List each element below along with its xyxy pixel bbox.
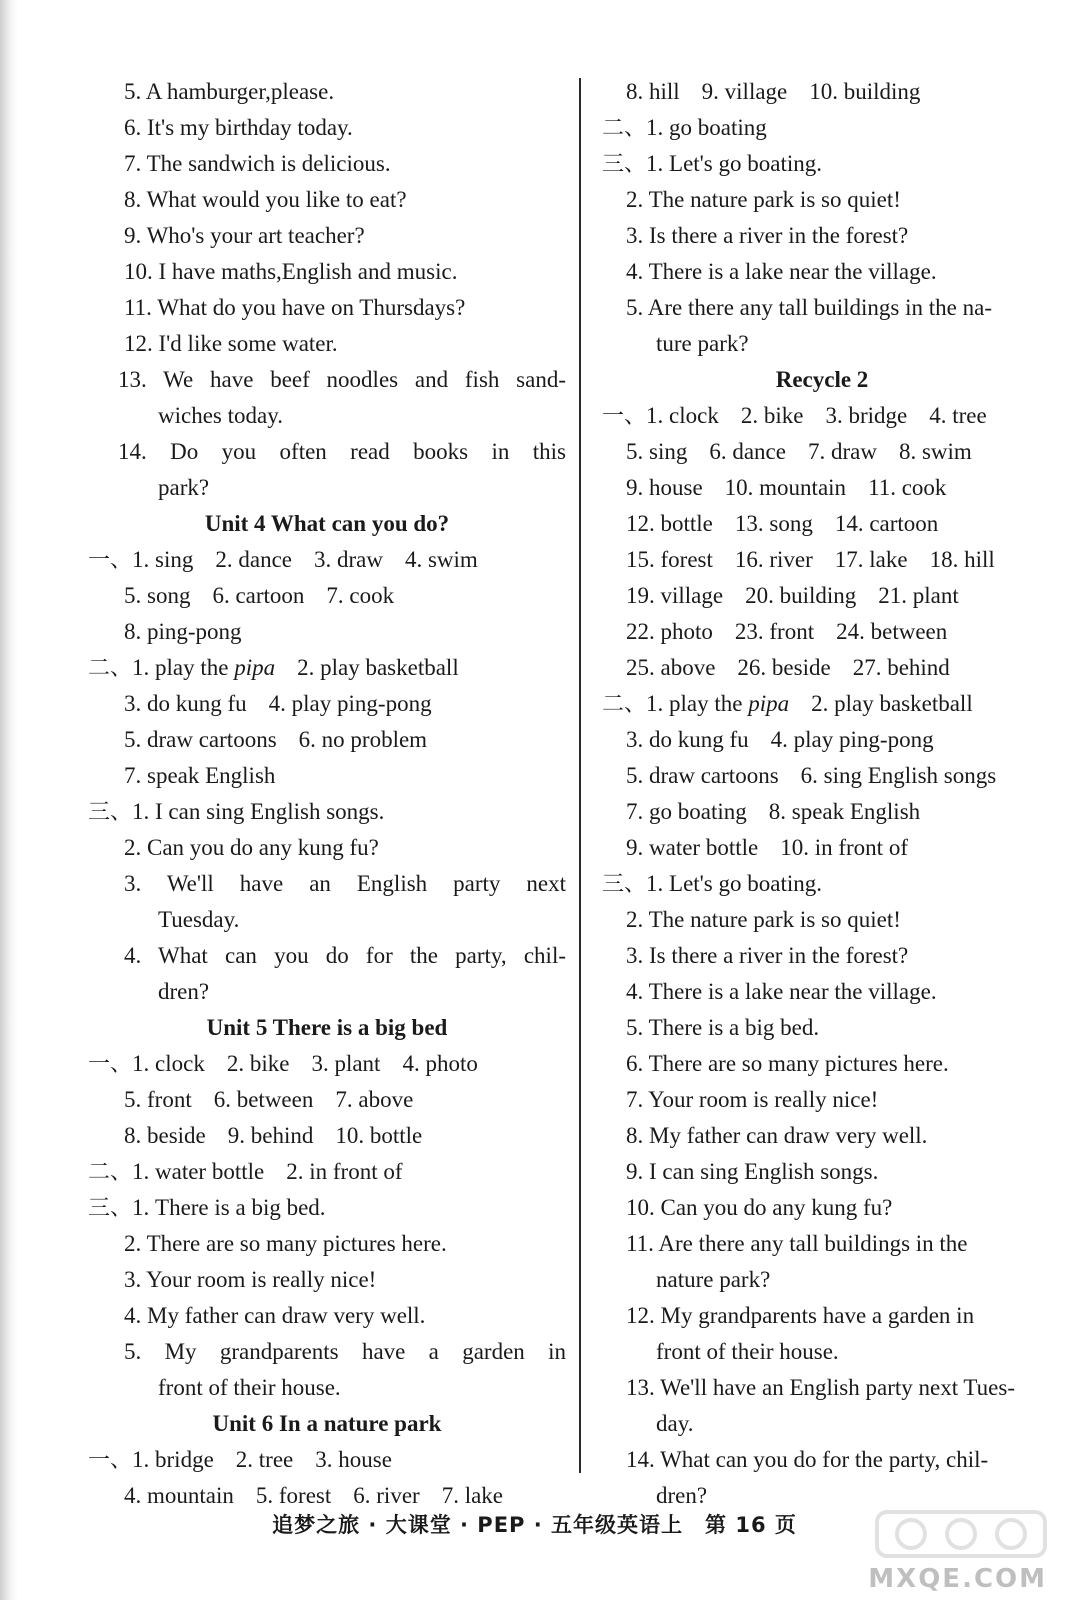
- answer-item: 8. speak English: [768, 799, 921, 824]
- answer-item: 2. in front of: [286, 1159, 403, 1184]
- section-2-row: [88, 1154, 566, 1190]
- answer-line: 5. There is a big bed.: [626, 1015, 820, 1040]
- answer-item: 8. ping-pong: [124, 619, 242, 644]
- section-marker: 一、: [88, 548, 133, 573]
- answer-item: 7. lake: [441, 1483, 503, 1508]
- answer-line: 2. The nature park is so quiet!: [626, 187, 901, 212]
- answer-item: 9. house: [626, 475, 703, 500]
- answer-line-continuation: ture park?: [656, 331, 749, 356]
- answer-item: 10. mountain: [724, 475, 847, 500]
- answer-line-continuation: dren?: [158, 979, 210, 1004]
- answer-item: 14. cartoon: [834, 511, 939, 536]
- answer-item: 4. play ping-pong: [268, 691, 432, 716]
- answer-item: 5. front: [124, 1087, 192, 1112]
- page-edge-shadow: [0, 0, 18, 1600]
- answer-item: 2. play basketball: [297, 655, 459, 680]
- answer-item: 18. hill: [929, 547, 995, 572]
- answer-row: [88, 722, 566, 758]
- answer-item: 7. speak English: [124, 763, 276, 788]
- answer-item: 4. mountain: [124, 1483, 234, 1508]
- answer-item: 15. forest: [626, 547, 713, 572]
- answer-item: 10. bottle: [335, 1123, 423, 1148]
- answer-item: 4. swim: [404, 547, 478, 572]
- answer-item: 1. play the: [132, 655, 235, 680]
- answer-line: 10. Can you do any kung fu?: [626, 1195, 893, 1220]
- answer-line: 12. My grandparents have a garden in: [626, 1303, 975, 1328]
- answer-item: 2. tree: [235, 1447, 294, 1472]
- answer-line: 2. The nature park is so quiet!: [626, 907, 901, 932]
- answer-item-italic: pipa: [234, 655, 276, 680]
- answer-item: 27. behind: [852, 655, 950, 680]
- section-marker: 二、: [88, 656, 133, 681]
- answer-line: 13. We'll have an English party next Tues-: [626, 1375, 1015, 1400]
- answer-row: [602, 470, 1069, 506]
- section-3-row: [602, 866, 1069, 902]
- section-2-row: [88, 650, 566, 686]
- answer-item: 1. Let's go boating.: [646, 151, 822, 176]
- answer-item: 5. draw cartoons: [124, 727, 277, 752]
- answer-item: 4. photo: [402, 1051, 478, 1076]
- answer-item: 5. draw cartoons: [626, 763, 779, 788]
- answer-line: 11. What do you have on Thursdays?: [124, 295, 466, 320]
- answer-item: 22. photo: [626, 619, 713, 644]
- answer-row: [88, 1082, 566, 1118]
- answer-line-continuation: front of their house.: [656, 1339, 839, 1364]
- answer-item: 1. clock: [646, 403, 719, 428]
- answer-line: 6. It's my birthday today.: [124, 115, 353, 140]
- answer-line: 5. My grandparents have a garden in: [124, 1339, 566, 1364]
- answer-item: 6. dance: [709, 439, 786, 464]
- answer-item: 2. play basketball: [811, 691, 973, 716]
- section-1-row: [88, 1442, 566, 1478]
- answer-row: [88, 578, 566, 614]
- answer-line: 6. There are so many pictures here.: [626, 1051, 949, 1076]
- answer-row: [602, 542, 1069, 578]
- answer-line-continuation: Tuesday.: [158, 907, 240, 932]
- answer-item: 3. do kung fu: [124, 691, 247, 716]
- answer-item: 1. clock: [132, 1051, 205, 1076]
- section-2-row: [602, 110, 1069, 146]
- section-marker: 一、: [88, 1448, 133, 1473]
- answer-row: [602, 434, 1069, 470]
- answer-item: 17. lake: [834, 547, 908, 572]
- answer-line: 5. A hamburger,please.: [124, 79, 335, 104]
- answer-row: [88, 614, 566, 650]
- answer-line: 9. I can sing English songs.: [626, 1159, 879, 1184]
- answer-item: 4. tree: [929, 403, 987, 428]
- answer-row: [602, 650, 1069, 686]
- answer-item: 5. forest: [255, 1483, 332, 1508]
- answer-line-continuation: nature park?: [656, 1267, 771, 1292]
- answer-row: [602, 506, 1069, 542]
- answer-line: 5. Are there any tall buildings in the na-: [626, 295, 992, 320]
- left-column: [88, 74, 566, 1514]
- answer-line: 4. My father can draw very well.: [124, 1303, 426, 1328]
- section-3-row: [88, 1190, 566, 1226]
- section-2-row: [602, 686, 1069, 722]
- section-marker: 三、: [602, 872, 647, 897]
- answer-item: 2. dance: [215, 547, 292, 572]
- page-footer: 追梦之旅 · 大课堂 · PEP · 五年级英语上 第 16 页: [272, 1513, 797, 1537]
- answer-row: [88, 686, 566, 722]
- section-marker: 二、: [88, 1160, 133, 1185]
- answer-item: 6. sing English songs: [800, 763, 997, 788]
- answer-item: 24. between: [836, 619, 948, 644]
- answer-item: 1. I can sing English songs.: [132, 799, 385, 824]
- answer-item: 9. behind: [227, 1123, 314, 1148]
- unit-6-heading: Unit 6 In a nature park: [212, 1411, 442, 1436]
- answer-item: 5. song: [124, 583, 191, 608]
- right-column: [602, 74, 1069, 1514]
- answer-item: 7. draw: [807, 439, 877, 464]
- answer-line: 12. I'd like some water.: [124, 331, 338, 356]
- answer-item: 10. building: [809, 79, 921, 104]
- answer-line: 4. There is a lake near the village.: [626, 979, 937, 1004]
- answer-item: 6. between: [213, 1087, 314, 1112]
- unit-5-heading: Unit 5 There is a big bed: [206, 1015, 448, 1040]
- answer-item: 23. front: [734, 619, 815, 644]
- answer-item: 7. cook: [326, 583, 395, 608]
- answer-item: 1. go boating: [646, 115, 767, 140]
- answer-line-continuation: park?: [158, 475, 210, 500]
- section-1-row: [88, 1046, 566, 1082]
- answer-row: [88, 1118, 566, 1154]
- answer-item: 6. no problem: [298, 727, 428, 752]
- answer-line: 7. Your room is really nice!: [626, 1087, 879, 1112]
- answer-item: 5. sing: [626, 439, 688, 464]
- answer-line: 4. What can you do for the party, chil-: [124, 943, 566, 968]
- section-1-row: [602, 398, 1069, 434]
- answer-item: 1. water bottle: [132, 1159, 265, 1184]
- answer-line: 2. Can you do any kung fu?: [124, 835, 379, 860]
- answer-item: 1. bridge: [132, 1447, 214, 1472]
- answer-item: 9. water bottle: [626, 835, 759, 860]
- answer-item: 8. swim: [898, 439, 972, 464]
- answer-row: [602, 830, 1069, 866]
- answer-line: 11. Are there any tall buildings in the: [626, 1231, 968, 1256]
- answer-item: 11. cook: [868, 475, 947, 500]
- answer-line: 7. The sandwich is delicious.: [124, 151, 391, 176]
- answer-item: 1. play the: [646, 691, 749, 716]
- section-3-row: [88, 794, 566, 830]
- section-marker: 三、: [88, 800, 133, 825]
- answer-item: 3. house: [315, 1447, 392, 1472]
- answer-line: 3. Is there a river in the forest?: [626, 943, 909, 968]
- answer-item: 10. in front of: [780, 835, 908, 860]
- answer-item: 8. hill: [626, 79, 680, 104]
- answer-row: [602, 794, 1069, 830]
- answer-item: 13. song: [734, 511, 813, 536]
- answer-item: 6. cartoon: [212, 583, 305, 608]
- answer-line: 3. We'll have an English party next: [124, 871, 566, 896]
- answer-line: 14. Do you often read books in this: [118, 439, 566, 464]
- answer-item: 9. village: [701, 79, 788, 104]
- section-marker: 一、: [88, 1052, 133, 1077]
- answer-row: [602, 722, 1069, 758]
- section-marker: 三、: [88, 1196, 133, 1221]
- answer-item: 1. There is a big bed.: [132, 1195, 326, 1220]
- answer-item: 19. village: [626, 583, 724, 608]
- answer-line-continuation: front of their house.: [158, 1375, 341, 1400]
- section-3-row: [602, 146, 1069, 182]
- answer-item: 16. river: [734, 547, 813, 572]
- answer-line: 4. There is a lake near the village.: [626, 259, 937, 284]
- answer-row: [602, 74, 1069, 110]
- section-1-row: [88, 542, 566, 578]
- answer-item: 3. draw: [314, 547, 383, 572]
- answer-item: 3. plant: [311, 1051, 381, 1076]
- answer-item: 12. bottle: [626, 511, 713, 536]
- section-marker: 三、: [602, 152, 647, 177]
- watermark-text: MXQE.COM: [868, 1564, 1047, 1594]
- section-marker: 一、: [602, 404, 647, 429]
- answer-item: 6. river: [353, 1483, 420, 1508]
- answer-row: [602, 758, 1069, 794]
- answer-line: 8. What would you like to eat?: [124, 187, 407, 212]
- answer-line: 10. I have maths,English and music.: [124, 259, 458, 284]
- answer-line: 13. We have beef noodles and fish sand-: [118, 367, 566, 392]
- answer-item: 7. go boating: [626, 799, 747, 824]
- recycle-2-heading: Recycle 2: [775, 367, 869, 392]
- answer-item: 2. bike: [226, 1051, 290, 1076]
- answer-item: 3. do kung fu: [626, 727, 749, 752]
- answer-item: 1. sing: [132, 547, 194, 572]
- answer-item: 3. bridge: [825, 403, 908, 428]
- answer-item: 25. above: [626, 655, 716, 680]
- answer-item: 20. building: [745, 583, 857, 608]
- answer-line: 8. My father can draw very well.: [626, 1123, 928, 1148]
- answer-line: 3. Your room is really nice!: [124, 1267, 377, 1292]
- answer-item: 26. beside: [737, 655, 831, 680]
- section-marker: 二、: [602, 116, 647, 141]
- answer-line-continuation: day.: [656, 1411, 694, 1436]
- unit-4-heading: Unit 4 What can you do?: [204, 511, 450, 536]
- answer-row: [602, 614, 1069, 650]
- answer-line-continuation: wiches today.: [158, 403, 283, 428]
- answer-item: 1. Let's go boating.: [646, 871, 822, 896]
- answer-item: 8. beside: [124, 1123, 206, 1148]
- answer-item: 2. bike: [740, 403, 804, 428]
- answer-line: 9. Who's your art teacher?: [124, 223, 365, 248]
- answer-item: 21. plant: [878, 583, 959, 608]
- answer-line: 14. What can you do for the party, chil-: [626, 1447, 989, 1472]
- answer-line: 3. Is there a river in the forest?: [626, 223, 909, 248]
- answer-line-continuation: dren?: [656, 1483, 708, 1508]
- answer-item: 4. play ping-pong: [770, 727, 934, 752]
- answer-row: [88, 758, 566, 794]
- section-marker: 二、: [602, 692, 647, 717]
- answer-item-italic: pipa: [748, 691, 790, 716]
- answer-row: [602, 578, 1069, 614]
- answer-item: 7. above: [335, 1087, 414, 1112]
- answer-line: 2. There are so many pictures here.: [124, 1231, 447, 1256]
- column-divider: [579, 78, 581, 1473]
